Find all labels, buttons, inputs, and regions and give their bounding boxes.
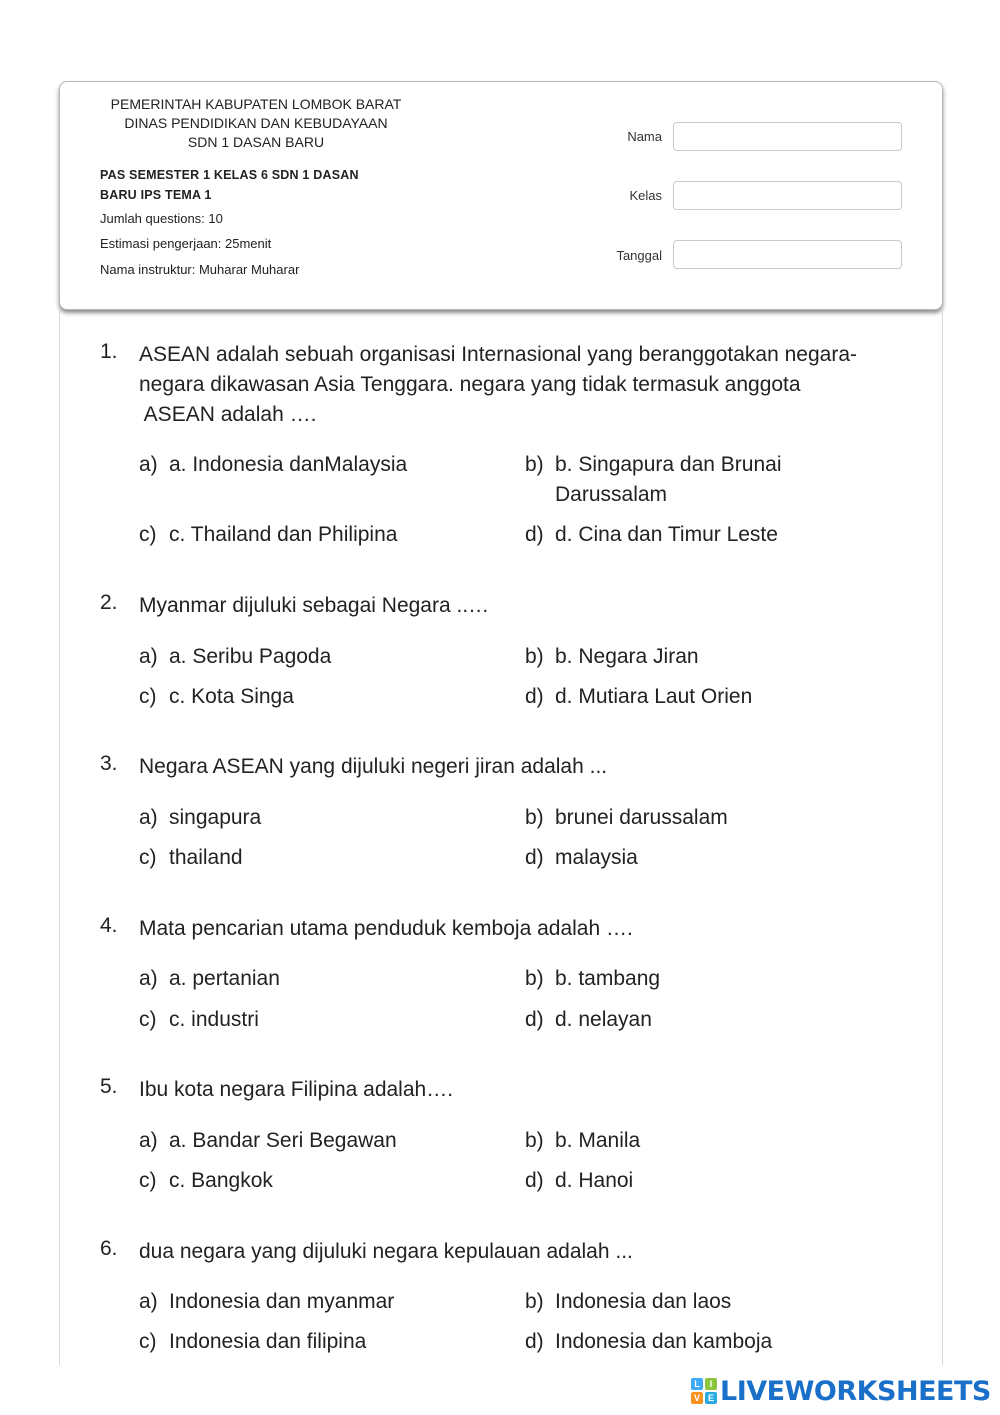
option-letter: b): [525, 1290, 544, 1313]
logo-mark-letter: E: [705, 1392, 717, 1404]
option-letter: a): [139, 645, 158, 668]
option-letter: d): [525, 846, 544, 869]
question-text: [139, 591, 909, 621]
class-label: Kelas: [629, 188, 662, 203]
question-text: [139, 340, 909, 430]
question-text-line: Mata pencarian utama penduduk kemboja adalah ….: [139, 917, 633, 940]
question-text-line: dua negara yang dijuluki negara kepulauan adalah ...: [139, 1240, 633, 1263]
worksheet-title-line: BARU IPS TEMA 1: [100, 188, 212, 202]
option-letter: d): [525, 523, 544, 546]
option-text: singapura: [169, 806, 262, 829]
organization-block: [100, 95, 412, 152]
estimated-duration: Estimasi pengerjaan: 25menit: [100, 236, 272, 251]
option-letter: b): [525, 453, 544, 476]
option-text: a. pertanian: [169, 967, 280, 990]
question-number: 5.: [100, 1075, 118, 1098]
option-letter: c): [139, 523, 157, 546]
option-text: thailand: [169, 846, 243, 869]
option-letter: b): [525, 967, 544, 990]
option-letter: b): [525, 806, 544, 829]
date-input[interactable]: [673, 240, 902, 269]
org-line: PEMERINTAH KABUPATEN LOMBOK BARAT: [110, 96, 402, 112]
option-letter: a): [139, 1290, 158, 1313]
option-text: b. Singapura dan Brunai Darussalam: [555, 453, 782, 506]
worksheet-title-line: PAS SEMESTER 1 KELAS 6 SDN 1 DASAN: [100, 168, 359, 182]
questions-area: [59, 310, 943, 1365]
option-text: Indonesia dan filipina: [169, 1330, 367, 1353]
option-text: a. Bandar Seri Begawan: [169, 1129, 397, 1152]
name-label: Nama: [627, 129, 662, 144]
question-text: [139, 1237, 909, 1267]
option-letter: b): [525, 645, 544, 668]
option-text: d. Mutiara Laut Orien: [555, 685, 753, 708]
question-text: [139, 1075, 909, 1105]
option-text: c. industri: [169, 1008, 259, 1031]
question-text-line: negara dikawasan Asia Tenggara. negara yang tidak termasuk anggota: [139, 373, 801, 396]
question-number: 6.: [100, 1237, 118, 1260]
liveworksheets-logo-icon: [691, 1378, 717, 1404]
question-text-line: Ibu kota negara Filipina adalah….: [139, 1078, 454, 1101]
question-text-line: ASEAN adalah ….: [139, 403, 317, 426]
option-letter: d): [525, 1169, 544, 1192]
option-letter: b): [525, 1129, 544, 1152]
date-label: Tanggal: [616, 248, 662, 263]
name-input[interactable]: [673, 122, 902, 151]
logo-text: LIVEWORKSHEETS: [720, 1375, 991, 1407]
org-line: SDN 1 DASAN BARU: [187, 134, 325, 150]
option-letter: a): [139, 1129, 158, 1152]
liveworksheets-logo[interactable]: [691, 1374, 991, 1408]
option-text: d. Hanoi: [555, 1169, 634, 1192]
question-text: [139, 914, 909, 944]
question-text-line: Negara ASEAN yang dijuluki negeri jiran adalah ...: [139, 755, 608, 778]
option-text: brunei darussalam: [555, 806, 728, 829]
option-letter: d): [525, 1330, 544, 1353]
option-letter: a): [139, 806, 158, 829]
option-text: a. Indonesia danMalaysia: [169, 453, 408, 476]
option-text: c. Kota Singa: [169, 685, 294, 708]
question-text: [139, 752, 909, 782]
option-text: c. Thailand dan Philipina: [169, 523, 398, 546]
option-letter: c): [139, 1330, 157, 1353]
instructor-name: Nama instruktur: Muharar Muharar: [100, 262, 300, 277]
questions-count: Jumlah questions: 10: [100, 211, 223, 226]
option-letter: d): [525, 1008, 544, 1031]
option-text: Indonesia dan laos: [555, 1290, 732, 1313]
option-letter: c): [139, 1169, 157, 1192]
option-letter: c): [139, 685, 157, 708]
question-text-line: ASEAN adalah sebuah organisasi Internasional yang beranggotakan negara-: [139, 343, 857, 366]
option-text: b. Negara Jiran: [555, 645, 699, 668]
option-letter: c): [139, 846, 157, 869]
logo-mark-letter: I: [705, 1378, 717, 1390]
option-letter: c): [139, 1008, 157, 1031]
question-number: 3.: [100, 752, 118, 775]
option-letter: a): [139, 453, 158, 476]
option-text: malaysia: [555, 846, 638, 869]
option-text: c. Bangkok: [169, 1169, 273, 1192]
org-line: DINAS PENDIDIKAN DAN KEBUDAYAAN: [124, 115, 388, 131]
logo-mark-letter: L: [691, 1378, 703, 1390]
option-letter: a): [139, 967, 158, 990]
worksheet-header-card: [59, 81, 943, 310]
question-number: 2.: [100, 591, 118, 614]
option-text: Indonesia dan kamboja: [555, 1330, 773, 1353]
question-number: 1.: [100, 340, 118, 363]
option-text: Indonesia dan myanmar: [169, 1290, 395, 1313]
option-text: d. Cina dan Timur Leste: [555, 523, 778, 546]
option-letter: d): [525, 685, 544, 708]
question-text-line: Myanmar dijuluki sebagai Negara ..…: [139, 594, 490, 617]
option-text: b. Manila: [555, 1129, 641, 1152]
worksheet-title: [100, 165, 400, 205]
option-text: d. nelayan: [555, 1008, 652, 1031]
question-number: 4.: [100, 914, 118, 937]
option-text: b. tambang: [555, 967, 661, 990]
class-input[interactable]: [673, 181, 902, 210]
option-text: a. Seribu Pagoda: [169, 645, 332, 668]
logo-mark-letter: V: [691, 1392, 703, 1404]
